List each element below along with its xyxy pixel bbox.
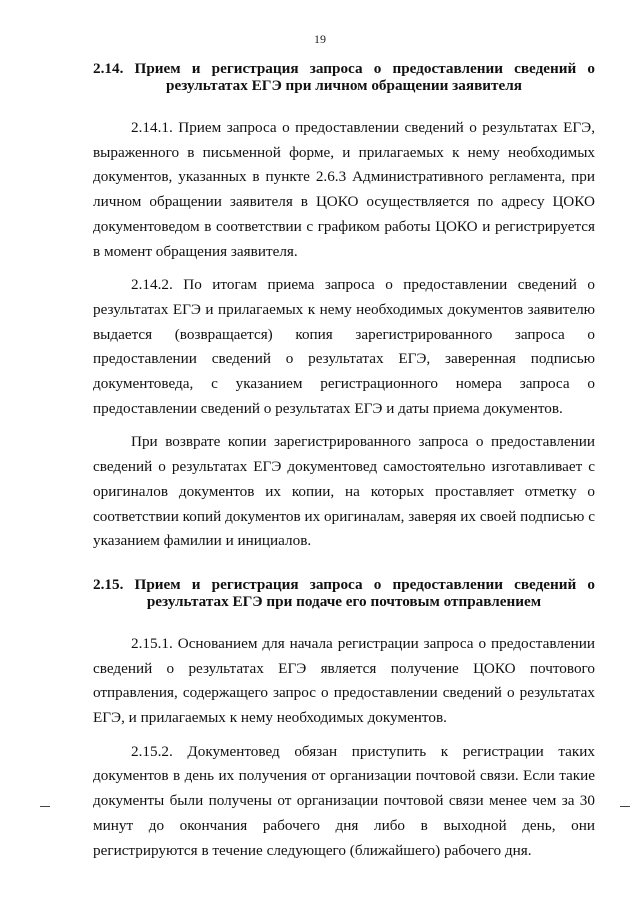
paragraph-2-15-1: 2.15.1. Основанием для начала регистрации запроса о предоставлении сведений о результатах ЕГЭ является получение ЦОКО почтового отправления, содержащего запрос о предоставлении сведений о результатах ЕГЭ, и прилагаемых к нему необходимых документов. <box>93 634 595 727</box>
paragraph-2-14-copy-return: При возврате копии зарегистрированного запроса о предоставлении сведений о результатах ЕГЭ документовед самостоятельно изготавливает с оригиналов документов их копии, на которых проставляет отметку о соответствии копий документов их оригиналам, заверяя их своей подписью с указанием фамилии и инициалов. <box>93 433 595 550</box>
section-2-14-heading: 2.14. Прием и регистрация запроса о предоставлении сведений о результатах ЕГЭ при личном обращении заявителя <box>93 60 595 94</box>
paragraph-2-14-1: 2.14.1. Прием запроса о предоставлении сведений о результатах ЕГЭ, выраженного в письменной форме, и прилагаемых к нему необходимых документов, указанных в пункте 2.6.3 Административного регламента, при личном обращении заявителя в ЦОКО осуществляется по адресу ЦОКО документоведом в соответствии с графиком работы ЦОКО и регистрируется в момент обращения заявителя. <box>93 119 595 260</box>
section-2-15-heading: 2.15. Прием и регистрация запроса о предоставлении сведений о результатах ЕГЭ при подаче его почтовым отправлением <box>93 575 595 610</box>
page-number: 19 <box>314 32 326 46</box>
paragraph-2-15-2: 2.15.2. Документовед обязан приступить к регистрации таких документов в день их получения от организации почтовой связи. Если такие документы были получены от организации почтовой связи менее чем за 30 минут до окончания рабочего дня либо в выходной день, они регистрируются в течение следующего (ближайшего) рабочего дня. <box>93 742 595 859</box>
paragraph-2-14-2: 2.14.2. По итогам приема запроса о предоставлении сведений о результатах ЕГЭ и прилагаемых к нему необходимых документов заявителю выдается (возвращается) копия зарегистрированного запроса о предоставлении сведений о результатах ЕГЭ, заверенная подписью документоведа, с указанием регистрационного номера запроса о предоставлении сведений о результатах ЕГЭ и даты приема документов. <box>93 276 595 417</box>
margin-mark-left <box>40 806 50 807</box>
document-body <box>93 60 595 872</box>
margin-mark-right <box>620 806 630 807</box>
